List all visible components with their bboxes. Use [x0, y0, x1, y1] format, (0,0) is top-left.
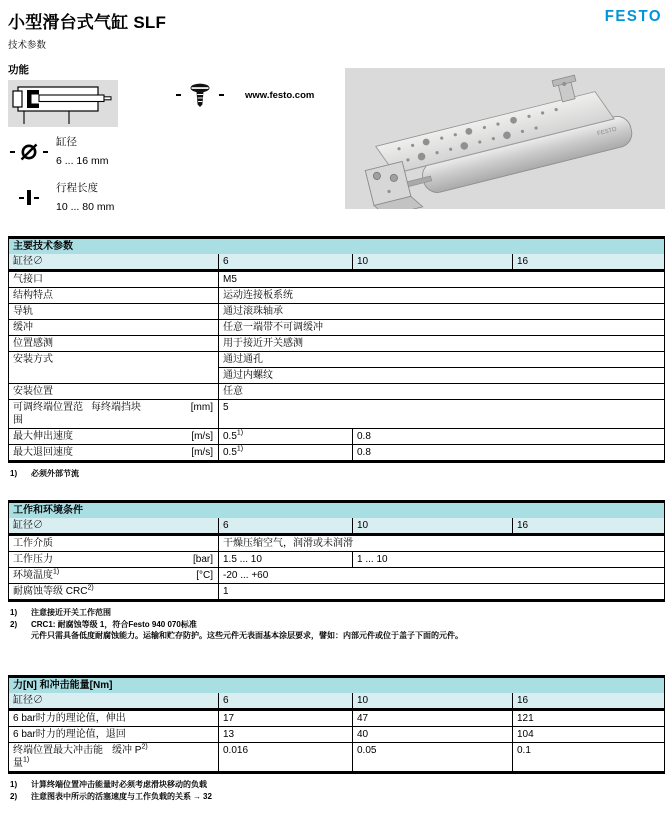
footnote-marker: 1)	[23, 756, 30, 764]
row-label	[9, 429, 219, 445]
table-row	[9, 320, 665, 336]
row-label: 导轨	[9, 304, 219, 320]
table-row	[9, 384, 665, 400]
row-unit: [bar]	[192, 554, 213, 565]
table-operating-conditions	[8, 500, 665, 602]
bore-6: 6	[219, 254, 353, 271]
arrow-right-icon: →	[193, 792, 201, 801]
table-row	[9, 445, 665, 462]
bore-10: 10	[353, 693, 513, 710]
footnotes-forces	[10, 779, 212, 803]
footnote-text	[31, 791, 212, 802]
row-unit: [m/s]	[191, 431, 213, 442]
footnote-text: 注意接近开关工作范围	[31, 608, 111, 617]
footnote-text-body: 注意图表中所示的活塞速度与工作负载的关系	[31, 792, 191, 801]
table-forces-impact	[8, 675, 665, 774]
row-value: 通过内螺纹	[219, 368, 665, 384]
slide-cylinder-rendering	[345, 68, 665, 209]
row-label: 6 bar时力的理论值，退回	[9, 727, 219, 743]
bore-header-row	[9, 693, 665, 710]
stroke-length-icon	[27, 190, 31, 205]
row-value	[219, 429, 353, 445]
bore-16: 16	[513, 254, 665, 271]
footnotes-operating	[10, 607, 463, 642]
row-label: 位置感测	[9, 336, 219, 352]
table-row	[9, 352, 665, 368]
dash-right	[219, 94, 224, 96]
cylinder-schematic-diagram	[8, 80, 118, 127]
row-value: 47	[353, 710, 513, 727]
table-title: 力[N] 和冲击能量[Nm]	[9, 677, 665, 694]
bore-header-row	[9, 518, 665, 535]
footnote-marker: 1)	[236, 445, 244, 453]
bore-feature	[8, 134, 109, 167]
bore-10: 10	[353, 518, 513, 535]
stroke-feature	[8, 180, 114, 213]
table-row	[9, 288, 665, 304]
stroke-label: 行程长度	[56, 182, 98, 194]
row-sublabel	[112, 744, 148, 770]
bore-16: 16	[513, 693, 665, 710]
table-title: 主要技术参数	[9, 238, 665, 255]
website-link[interactable]: www.festo.com	[245, 89, 315, 101]
row-value: 干燥压缩空气，润滑或未润滑	[219, 535, 665, 552]
diameter-icon	[18, 142, 40, 162]
bore-10: 10	[353, 254, 513, 271]
table-row	[9, 552, 665, 568]
screw-icon	[188, 82, 212, 108]
label-text: 耐腐蚀等级 CRC	[13, 586, 88, 597]
footnote-line-1: CRC1: 耐腐蚀等级 1，符合Festo 940 070标准	[31, 620, 197, 629]
table-row	[9, 271, 665, 288]
row-value: 0.8	[353, 445, 665, 462]
table-row	[9, 568, 665, 584]
table-row	[9, 429, 665, 445]
footnote-marker: 1)	[53, 568, 60, 576]
row-label-text	[13, 569, 59, 582]
bore-6: 6	[219, 518, 353, 535]
row-value: 0.1	[513, 743, 665, 773]
dash-left	[176, 94, 181, 96]
row-label: 安装位置	[9, 384, 219, 400]
footnote-number: 2)	[10, 792, 18, 801]
row-label: 缓冲	[9, 320, 219, 336]
table-row	[9, 304, 665, 320]
function-heading: 功能	[8, 64, 29, 76]
row-value: 0.8	[353, 429, 665, 445]
bore-16: 16	[513, 518, 665, 535]
footnote-number: 1)	[10, 608, 18, 617]
stroke-range: 10 ... 80 mm	[56, 201, 115, 213]
bore-6: 6	[219, 693, 353, 710]
value-text: 0.5	[223, 447, 237, 458]
row-value: 104	[513, 727, 665, 743]
page-subtitle: 技术参数	[8, 40, 47, 51]
row-label	[9, 400, 219, 429]
row-value: 1 ... 10	[353, 552, 665, 568]
row-label-text	[13, 744, 108, 770]
label-text: 终端位置最大冲击能量	[13, 745, 103, 769]
row-value: 任意	[219, 384, 665, 400]
festo-logo: FESTO	[604, 7, 662, 26]
bore-header-label: 缸径∅	[9, 518, 219, 535]
footnote-line-2: 元件只需具备低度耐腐蚀能力。运输和贮存防护。这些元件无表面基本涂层要求，譬如：内部元件或位于盖子下面的元件。	[31, 631, 463, 640]
table-row	[9, 584, 665, 601]
row-value: 1	[219, 584, 665, 601]
row-label	[9, 584, 219, 601]
bore-label: 缸径	[56, 136, 77, 148]
row-label	[9, 568, 219, 584]
row-value: 用于接近开关感测	[219, 336, 665, 352]
dash	[19, 197, 24, 199]
row-value: M5	[219, 271, 665, 288]
footnote	[10, 468, 79, 479]
row-value: 1.5 ... 10	[219, 552, 353, 568]
footnote-number: 1)	[10, 780, 18, 789]
row-value: -20 ... +60	[219, 568, 665, 584]
footnote	[10, 619, 463, 641]
row-unit: [°C]	[196, 570, 213, 581]
row-value: 40	[353, 727, 513, 743]
dash	[34, 197, 39, 199]
footnote-marker: 2)	[87, 584, 94, 592]
table-title: 工作和环境条件	[9, 502, 665, 519]
row-label: 安装方式	[9, 352, 219, 384]
footnote-text: 必须外部节流	[31, 469, 79, 478]
row-sublabel: 每终端挡块	[91, 402, 141, 413]
row-label: 气接口	[9, 271, 219, 288]
page-header	[8, 8, 166, 51]
cylinder-schematic-icon	[8, 80, 118, 127]
footnote	[10, 779, 212, 790]
table-row	[9, 400, 665, 429]
row-value: 17	[219, 710, 353, 727]
row-value: 任意一端带不可调缓冲	[219, 320, 665, 336]
row-value: 运动连接板系统	[219, 288, 665, 304]
footnote-number: 2)	[10, 620, 18, 629]
row-value: 通过滚珠轴承	[219, 304, 665, 320]
table-row	[9, 710, 665, 727]
table-row	[9, 727, 665, 743]
page-reference[interactable]: 32	[203, 792, 212, 801]
bore-header-label: 缸径∅	[9, 254, 219, 271]
row-label-text: 最大伸出速度	[13, 431, 73, 442]
row-label	[9, 445, 219, 462]
sublabel-text: 缓冲 P	[112, 745, 142, 756]
row-label-text: 最大退回速度	[13, 447, 73, 458]
bore-header-label: 缸径∅	[9, 693, 219, 710]
table-row	[9, 743, 665, 773]
bore-range: 6 ... 16 mm	[56, 155, 109, 167]
footnote-marker: 2)	[141, 743, 148, 751]
page-title: 小型滑台式气缸 SLF	[8, 13, 167, 32]
label-text: 环境温度	[13, 570, 53, 581]
row-label-text: 工作压力	[13, 554, 53, 565]
bore-header-row	[9, 254, 665, 271]
footnotes-main	[10, 468, 79, 480]
product-photo	[345, 68, 665, 209]
row-label	[9, 552, 219, 568]
table-main-specs	[8, 236, 665, 463]
dash	[10, 151, 15, 153]
footnote-text: 计算终端位置冲击能量时必须考虑滑块移动的负载	[31, 780, 207, 789]
row-value: 121	[513, 710, 665, 727]
dash	[43, 151, 48, 153]
row-label: 6 bar时力的理论值，伸出	[9, 710, 219, 727]
footnote-text	[31, 619, 463, 641]
row-label	[9, 743, 219, 773]
row-label: 结构特点	[9, 288, 219, 304]
row-value	[219, 445, 353, 462]
row-value: 0.016	[219, 743, 353, 773]
footnote-number: 1)	[10, 469, 18, 478]
row-unit: [m/s]	[191, 447, 213, 458]
footnote	[10, 791, 212, 802]
row-value: 0.05	[353, 743, 513, 773]
row-label: 工作介质	[9, 535, 219, 552]
row-value: 通过通孔	[219, 352, 665, 368]
row-value: 5	[219, 400, 665, 429]
row-value: 13	[219, 727, 353, 743]
table-row	[9, 535, 665, 552]
table-row	[9, 336, 665, 352]
row-label-text: 可调终端位置范围	[13, 402, 83, 426]
product-brand-label: FESTO	[596, 126, 618, 138]
online-info-row	[176, 82, 314, 108]
value-text: 0.5	[223, 431, 237, 442]
footnote-marker: 1)	[236, 429, 244, 437]
footnote	[10, 607, 463, 618]
row-unit: [mm]	[190, 402, 213, 413]
